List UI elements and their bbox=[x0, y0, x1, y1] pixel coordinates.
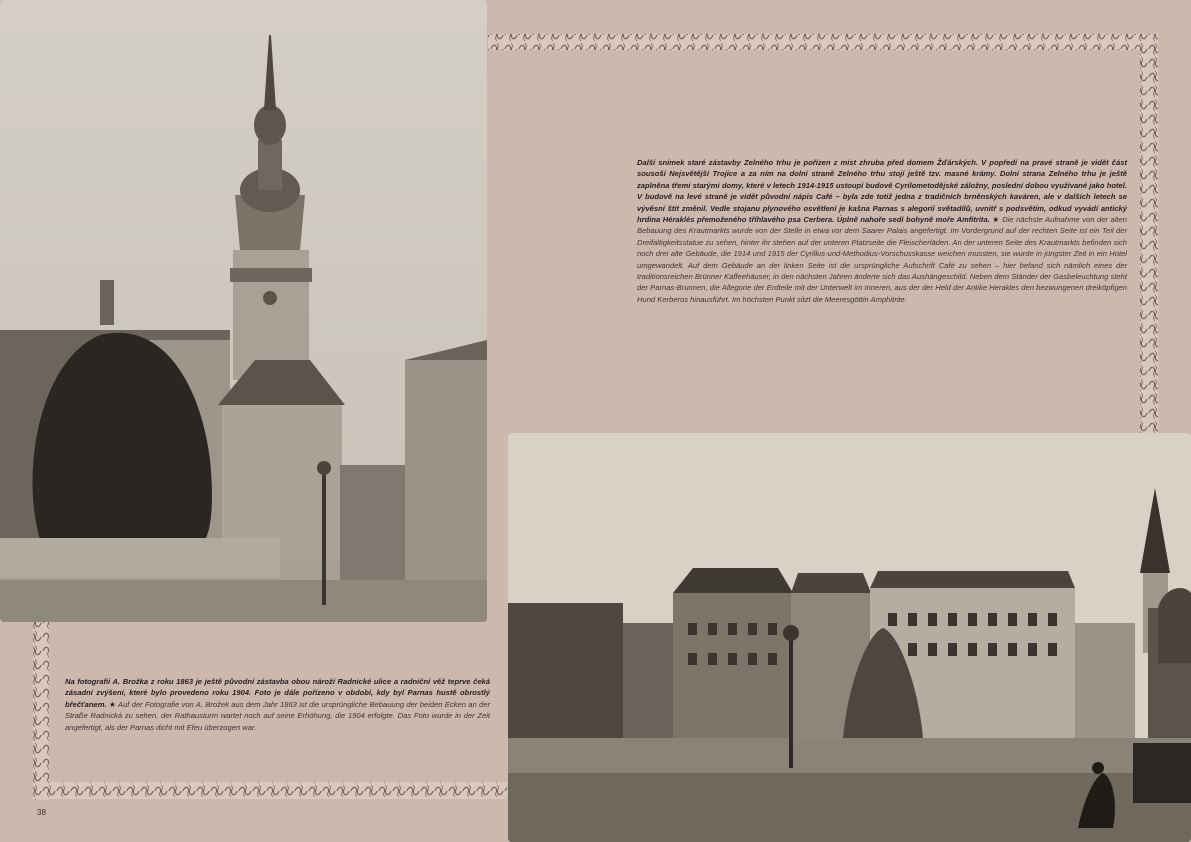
top-caption-german: Die nächste Aufnahme von der alten Bebauung des Krautmarkts wurde von der Stelle in etwa vor dem Saarer Palais angefertigt. Im Vordergrund auf der rechten Seite ist ein Teil der Dreifaltigkeitsstatue zu sehen, hinter ihr stehen auf der unteren Platzseite die Fleischerläden. An der unteren Seite des Krautmarkts befinden sich noch drei alte Gebäude, die 1914 und 1915 der Cyrillus-und-Methodius-Vorschusskasse weichen mussten, sie wurde in jüngster Zeit in ein Hotel umgewandelt. Auf dem Gebäude an der linken Seite ist die ursprüngliche Aufschrift Café zu sehen – hier befand sich nämlich eines der traditionsreichen Brünner Kaffeehäuser, in den nächsten Jahren änderte sich das Aushängeschild. Neben dem Ständer der Gasbeleuchtung steht der Parnas-Brunnen, die Allegorie der Erdteile mit der Unterwelt im Inneren, aus der der Held der Antike Herakles den bezwungenen dreiköpfigen Hund Kerberos hinausführt. Im höchsten Punkt sitzt die Meeresgöttin Amphitrite. bbox=[637, 215, 1127, 304]
top-frame-top-border bbox=[488, 34, 1158, 50]
top-frame-right-border bbox=[1140, 34, 1158, 434]
bottom-caption-german: Auf der Fotografie von A. Brožek aus dem Jahr 1863 ist die ursprüngliche Bebauung der beiden Ecken an der Straße Radnická zu sehen, der Rathausturm wartet noch auf seine Erhöhung, die 1904 erfolgte. Das Foto wurde in der Zeit angefertigt, als der Parnas dicht mit Efeu überzogen war. bbox=[65, 699, 490, 732]
top-caption-czech: Další snímek staré zástavby Zelného trhu je pořízen z míst zhruba před domem Žďárských. V popředí na pravé straně je vidět část sousoší Nejsvětější Trojice a za ním na dolní straně Zelného trhu stojí ještě tzv. masné krámy. Dolní strana Zelného trhu je ještě zaplněna třemi starými domy, které v letech 1914-1915 ustoupí budově Cyrilometodějské záložny, poslední dobou využívané jako hotel. V budově na levé straně je vidět původní nápis Café – byla zde totiž jedna z tradičních brněnských kaváren, ale v dalších letech se vývěsní štít změnil. Vedle stojanu plynového osvětlení je kašna Parnas s alegorií světadílů, uvnitř s podsvětím, odkud vyvádí antický hrdina Héraklés přemoženého tříhlavého psa Cerbera. Úplně nahoře sedí bohyně moře Amfitrita. bbox=[637, 158, 1127, 225]
top-caption-star: ★ bbox=[992, 215, 1000, 225]
bottom-frame-left-border bbox=[33, 622, 49, 800]
cabbage-market-square-photo bbox=[508, 433, 1191, 842]
bottom-caption bbox=[65, 676, 490, 733]
top-caption bbox=[637, 157, 1127, 305]
bottom-frame-bottom-border bbox=[33, 782, 507, 799]
bottom-caption-star: ★ bbox=[108, 699, 116, 709]
old-town-hall-tower-photo bbox=[0, 0, 487, 622]
bottom-caption-czech: Na fotografii A. Brožka z roku 1863 je ještě původní zástavba obou nároží Radnické ulice a radniční věž teprve čeká zásadní zvýšení, které bylo provedeno roku 1904. Foto je dále pořízeno v období, kdy byl Parnas hustě obrostlý břečťanem. bbox=[65, 677, 490, 709]
page-number: 38 bbox=[37, 808, 46, 817]
